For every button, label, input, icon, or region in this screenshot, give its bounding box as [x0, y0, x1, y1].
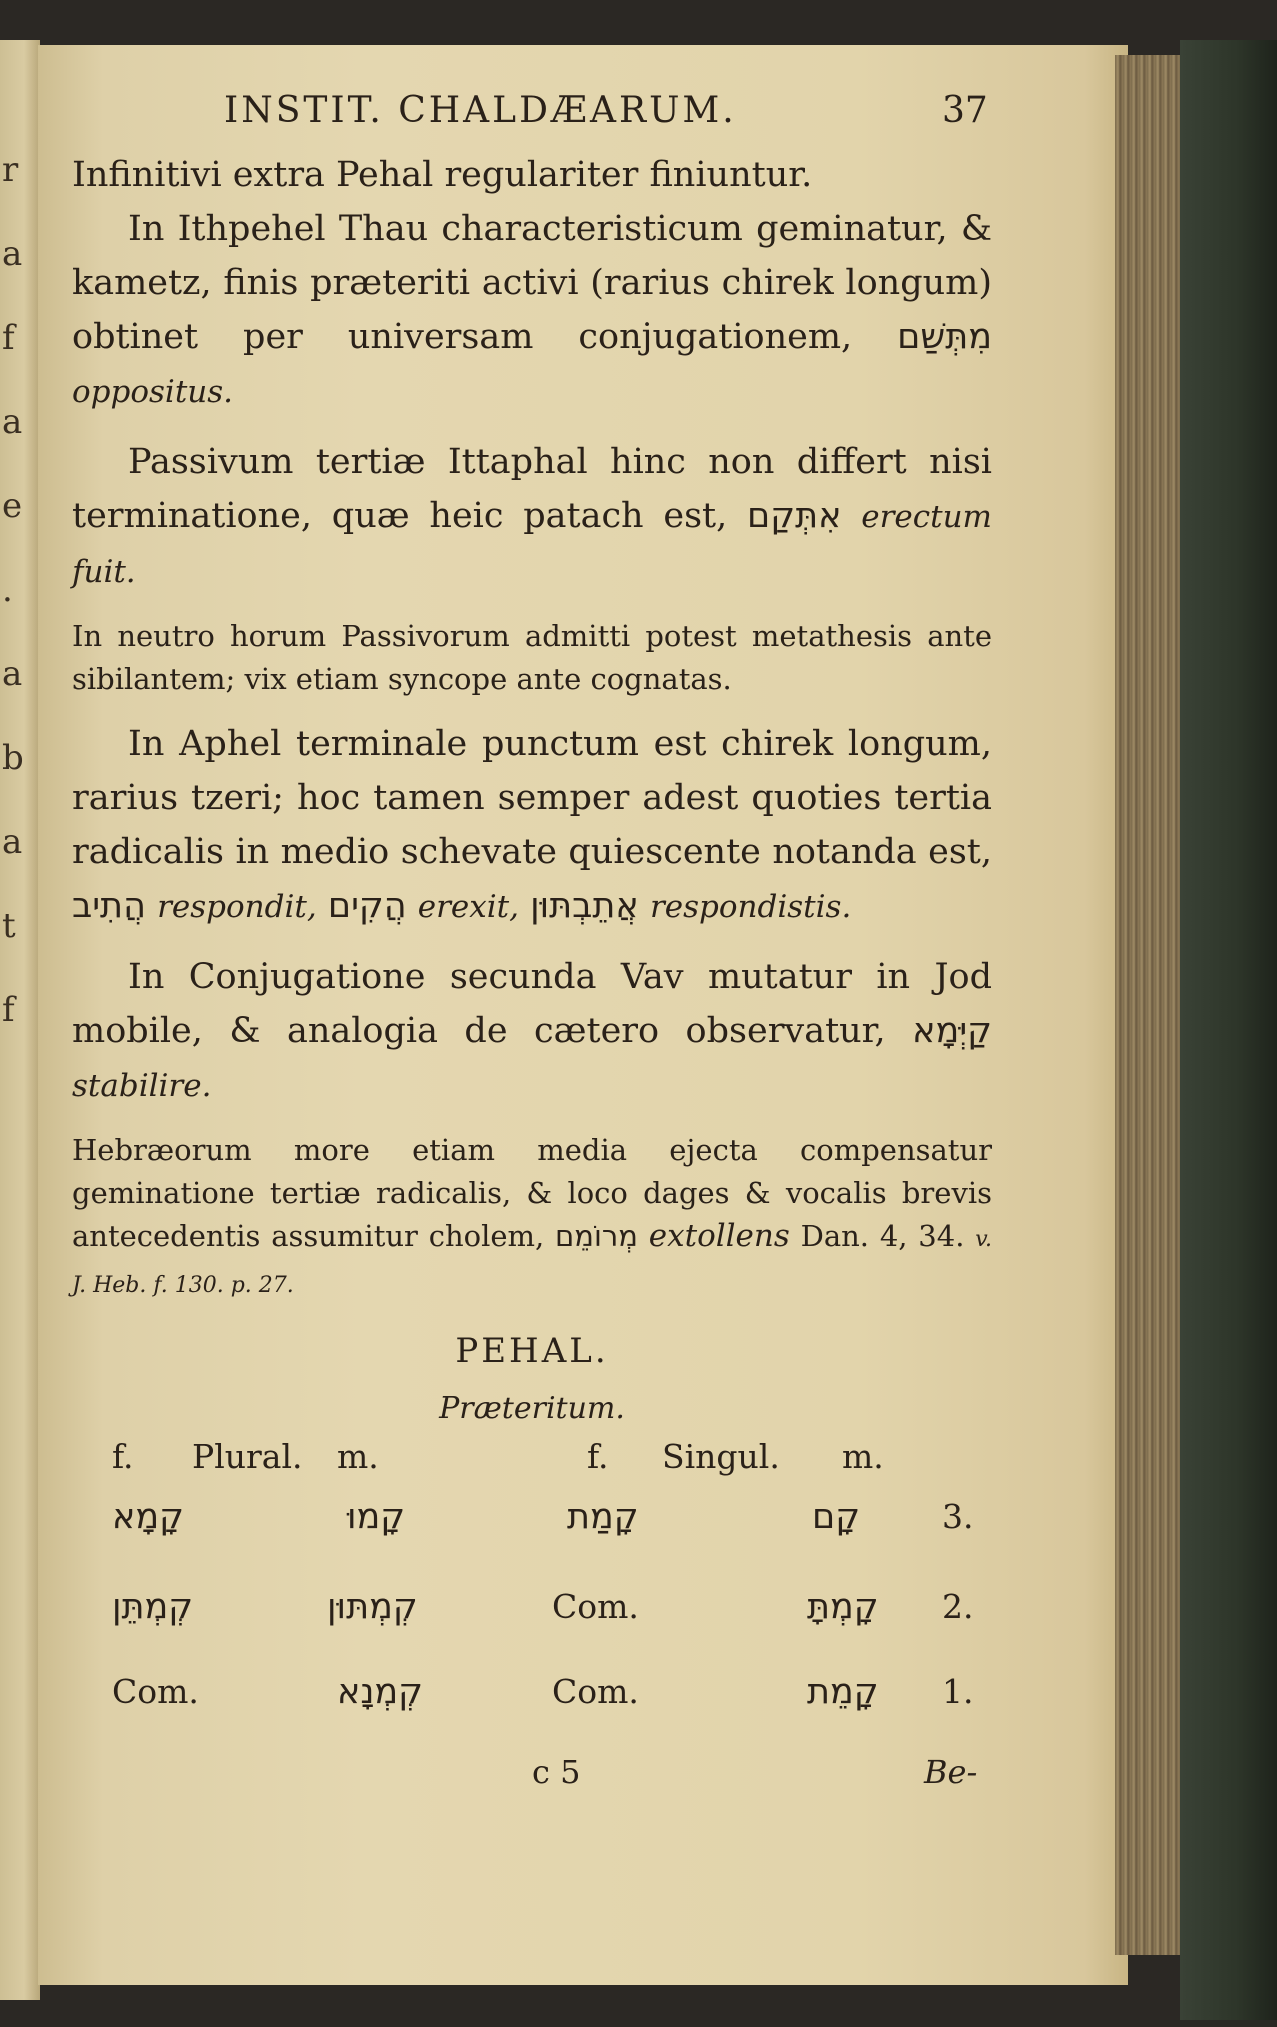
paragraph-conjugation-two: In Conjugatione secunda Vav mutatur in Jod mobile, & analogia de cætero observatur, קַיְּמָא stabilire.	[72, 957, 992, 1104]
handwritten-note: v. J. Heb. f. 130. p. 27.	[72, 1227, 993, 1298]
paragraph-infinitive: Infinitivi extra Pehal regulariter finiuntur.	[72, 155, 813, 195]
hebrew-word: אִתְּקַם	[747, 496, 842, 536]
latin-gloss: erexit,	[417, 889, 519, 925]
table-cell: Com.	[552, 1672, 639, 1711]
paradigm-title: PEHAL.	[455, 1331, 609, 1371]
person-number: 3.	[942, 1497, 974, 1536]
header-singul: Singul.	[662, 1437, 780, 1476]
header-m-plural: m.	[337, 1437, 379, 1476]
hebrew-word: קַיְּמָא	[912, 1011, 992, 1051]
table-cell: קָמַת	[567, 1497, 639, 1537]
header-m-singul: m.	[842, 1437, 884, 1476]
hebrew-word: מְרוֹמֵם	[555, 1219, 638, 1253]
latin-gloss: stabilire.	[72, 1068, 212, 1104]
paragraph-note-metathesis: In neutro horum Passivorum admitti potest metathesis ante sibilantem; vix etiam syncope ante cognatas.	[72, 619, 992, 696]
table-cell: Com.	[112, 1672, 199, 1711]
table-cell: קָמֵת	[807, 1672, 879, 1712]
conjugation-table	[72, 1437, 992, 1737]
person-number: 1.	[942, 1672, 974, 1711]
table-cell: קָמָא	[112, 1497, 184, 1537]
latin-gloss: oppositus.	[72, 374, 234, 410]
hebrew-word: אֲתֵבְתּוּן	[530, 886, 639, 926]
latin-gloss: erectum fuit.	[72, 499, 992, 590]
page-number: 37	[942, 90, 988, 131]
table-cell: קְמְתֵּן	[112, 1587, 194, 1627]
header-f-plural: f.	[112, 1437, 134, 1476]
page-block-edges	[1115, 55, 1190, 1955]
scripture-reference: Dan. 4, 34.	[800, 1219, 965, 1253]
paragraph-ittaphal: Passivum tertiæ Ittaphal hinc non differt nisi terminatione, quæ heic patach est, אִתְּקַם erectum fuit.	[72, 442, 992, 590]
table-cell: קָמוּ	[347, 1497, 406, 1537]
table-cell: קְמְנָא	[337, 1672, 424, 1712]
table-cell: Com.	[552, 1587, 639, 1626]
table-cell: קָם	[812, 1497, 861, 1537]
person-number: 2.	[942, 1587, 974, 1626]
header-f-singul: f.	[587, 1437, 609, 1476]
hebrew-word: מִתְּשַׁם	[897, 317, 992, 357]
paragraph-hebraeorum-more: Hebræorum more etiam media ejecta compensatur geminatione tertiæ radicalis, & loco dages & vocalis brevis antecedentis assumitur cholem, מְרוֹמֵם extollens Dan. 4, 34. v. J. Heb. f. 130. p. 27.	[72, 1133, 993, 1298]
paradigm-subtitle: Præteritum.	[439, 1391, 625, 1426]
header-plural: Plural.	[192, 1437, 303, 1476]
running-title: INSTIT. CHALDÆARUM.	[224, 90, 737, 131]
table-cell: קְמְתּוּן	[327, 1587, 418, 1627]
page-text	[72, 90, 992, 1817]
hebrew-word: הֲתִיב	[72, 886, 146, 926]
facing-page-fragment: r a f a e . a b a t f	[2, 150, 24, 1030]
table-cell: קָמְתָּ	[807, 1587, 879, 1627]
book-cover	[1180, 40, 1277, 2020]
paragraph-aphel: In Aphel terminale punctum est chirek longum, rarius tzeri; hoc tamen semper adest quoties tertia radicalis in medio schevate quiescente notanda est, הֲתִיב respondit, הֲקִים erexit, אֲתֵבְתּוּן respondistis.	[72, 724, 992, 926]
page-footer	[72, 1737, 992, 1817]
latin-gloss: respondit,	[157, 889, 317, 925]
latin-gloss: respondistis.	[649, 889, 852, 925]
signature-mark: c 5	[532, 1753, 581, 1791]
running-head	[72, 90, 992, 148]
hebrew-word: הֲקִים	[327, 886, 407, 926]
latin-gloss: extollens	[648, 1218, 790, 1254]
paragraph-ithpehel: In Ithpehel Thau characteristicum geminatur, & kametz, finis præteriti activi (rarius chirek longum) obtinet per universam conjugationem, מִתְּשַׁם oppositus.	[72, 209, 992, 410]
catchword: Be-	[924, 1753, 978, 1791]
